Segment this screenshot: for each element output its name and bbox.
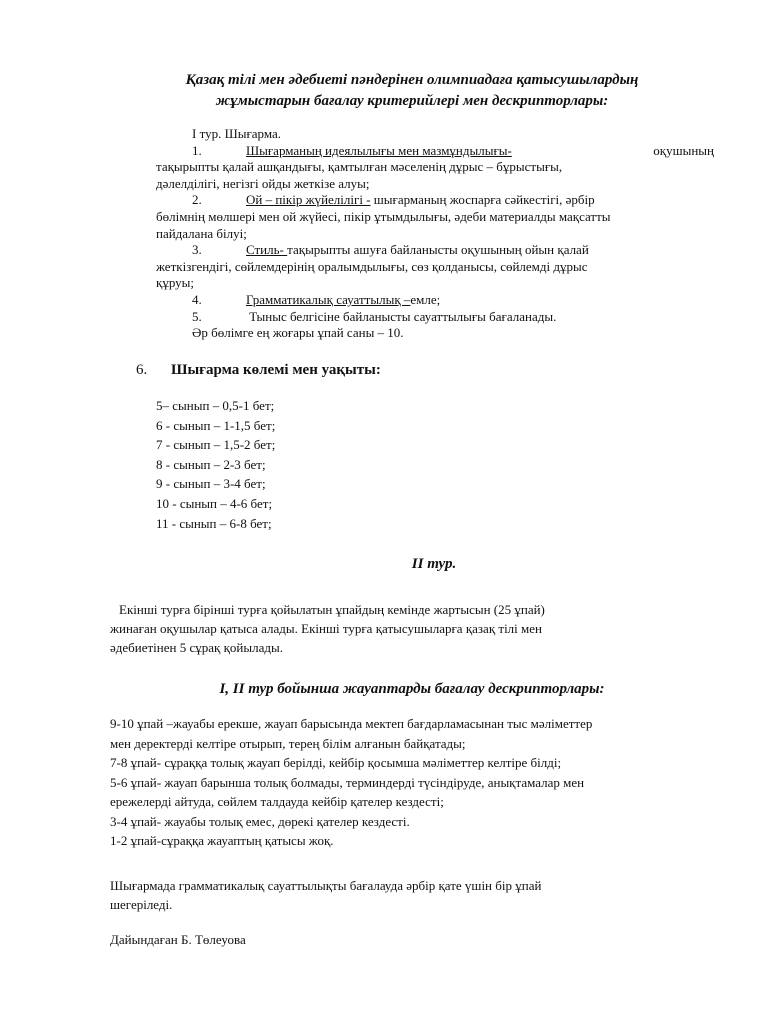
criterion-number: 4. <box>192 291 202 307</box>
note-line: Шығармада грамматикалық сауаттылықты бағалауда әрбір қате үшін бір ұпай <box>110 878 542 893</box>
list-item: 10 - сынып – 4-6 бет; <box>156 495 273 511</box>
criterion-number: 2. <box>192 192 202 208</box>
list-item: 5– сынып – 0,5-1 бет; <box>156 398 275 413</box>
criterion-2-line-3: пайдалана білуі; <box>156 225 247 241</box>
list-item: 7 - сынып – 1,5-2 бет; <box>156 437 276 453</box>
criterion-4-line <box>156 292 714 309</box>
round2-heading: ІІ тур. <box>411 556 457 572</box>
criterion-title: Стиль- <box>246 242 288 258</box>
criterion-title: Грамматикалық сауаттылық – <box>246 291 411 307</box>
descriptor-line: 1-2 ұпай-сұраққа жауаптың қатысы жоқ. <box>110 833 334 848</box>
round1-section <box>156 126 714 342</box>
paragraph-line: әдебиетінен 5 сұрақ қойылады. <box>110 640 283 655</box>
criterion-title: Ой – пікір жүйелілігі - <box>246 192 371 208</box>
descriptor-line: ережелерді айтуда, сөйлем талдауда кейбір қателер кездесті; <box>110 794 444 809</box>
criterion-text: шығарманың жоспарға сәйкестігі, әрбір <box>370 192 595 208</box>
max-score-note: Әр бөлімге ең жоғары ұпай саны – 10. <box>192 325 404 341</box>
descriptors-list <box>110 714 710 851</box>
grade-volume-list <box>156 396 275 533</box>
criterion-5-line <box>156 309 714 326</box>
criterion-text: тақырыпты ашуға байланысты оқушының ойын қалай <box>287 242 589 258</box>
descriptor-line: 7-8 ұпай- сұраққа толық жауап берілді, кейбір қосымша мәліметтер келтіре білді; <box>110 755 562 770</box>
criterion-number: 5. <box>192 308 202 324</box>
round1-heading: І тур. Шығарма. <box>192 126 282 141</box>
list-item: 6 - сынып – 1-1,5 бет; <box>156 417 276 433</box>
criterion-number: 3. <box>192 242 202 258</box>
criterion-text: Тыныс белгісіне байланысты сауаттылығы бағаланады. <box>246 308 557 324</box>
round2-paragraph <box>110 600 670 657</box>
criterion-1-first-line <box>156 143 714 160</box>
criterion-3-line-2: жеткізгендігі, сөйлемдерінің оралымдылығы, сөз қолданысы, сөйлемді дұрыс <box>156 258 588 274</box>
grammar-note <box>110 876 670 914</box>
section-6-number: 6. <box>136 362 148 378</box>
descriptor-line: 3-4 ұпай- жауабы толық емес, дөрекі қателер кездесті. <box>110 813 410 829</box>
paragraph-line: жинаған оқушылар қатыса алады. Екінші турға қатысушыларға қазақ тілі мен <box>110 621 542 636</box>
criterion-2-line-2: бөлімнің мөлшері мен ой жүйесі, пікір ұтымдылығы, әдеби материалды мақсатты <box>156 208 611 224</box>
criterion-3-line-3: құруы; <box>156 275 194 291</box>
page-title <box>110 70 714 112</box>
criterion-text: емле; <box>410 291 441 307</box>
title-line-2: жұмыстарын бағалау критерийлері мен дескрипторлары: <box>215 93 609 109</box>
signature: Дайындаған Б. Төлеуова <box>110 932 246 947</box>
list-item: 9 - сынып – 3-4 бет; <box>156 476 266 492</box>
criterion-title: Шығарманың идеялылығы мен мазмұндылығы- <box>246 142 512 158</box>
descriptor-line: 9-10 ұпай –жауабы ерекше, жауап барысында мектеп бағдарламасынан тыс мәліметтер <box>110 716 593 731</box>
section-6-heading <box>136 362 381 379</box>
list-item: 8 - сынып – 2-3 бет; <box>156 456 266 472</box>
criterion-number: 1. <box>192 142 202 158</box>
criterion-3-first-line <box>156 242 714 259</box>
criterion-text: оқушының <box>653 142 714 158</box>
criterion-1-line-2: тақырыпты қалай ашқандығы, қамтылған мәселенің дұрыс – бұрыстығы, <box>156 159 563 175</box>
section-6-title: Шығарма көлемі мен уақыты: <box>171 362 381 378</box>
descriptor-line: мен деректерді келтіре отырып, терең білім алғанын байқатады; <box>110 735 466 751</box>
title-line-1: Қазақ тілі мен әдебиеті пәндерінен олимпиадаға қатысушылардың <box>185 72 639 88</box>
criterion-1-line-3: дәлелділігі, негізгі ойды жеткізе алуы; <box>156 175 370 191</box>
descriptors-heading: І, ІІ тур бойынша жауаптарды бағалау дескрипторлары: <box>219 681 605 697</box>
paragraph-line: Екінші турға бірінші турға қойылатын ұпайдың кемінде жартысын (25 ұпай) <box>119 602 545 617</box>
list-item: 11 - сынып – 6-8 бет; <box>156 515 272 531</box>
criterion-2-first-line <box>156 192 714 209</box>
descriptor-line: 5-6 ұпай- жауап барынша толық болмады, терминдерді түсіндіруде, анықтамалар мен <box>110 774 585 790</box>
note-line: шегеріледі. <box>110 897 173 912</box>
